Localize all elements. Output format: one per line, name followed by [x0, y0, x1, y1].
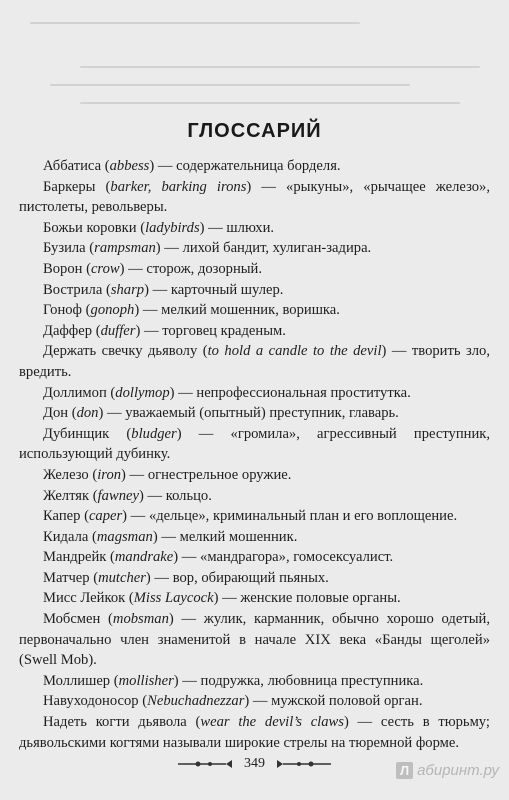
entry-definition: творить зло, вредить. — [19, 343, 490, 380]
entry-definition: сесть в тюрьму; дьявольскими когтями называли широкие стрелы на тюремной форме. — [19, 714, 490, 751]
page-title: ГЛОССАРИЙ — [187, 120, 322, 142]
entry-english: magsman — [96, 528, 153, 545]
entry-term: Железо — [43, 466, 89, 483]
entry-definition: мужской половой орган. — [271, 693, 423, 710]
entry-term: Гонoф — [43, 302, 83, 319]
entry-english: ladybirds — [145, 219, 200, 236]
entry-definition: сторож, дозорный. — [146, 260, 263, 277]
entry-english: sharp — [110, 281, 145, 298]
entry-definition: женские половые органы. — [240, 590, 401, 607]
entry-definition: уважаемый (опытный) преступник, главарь. — [125, 405, 399, 422]
entry-english: Miss Laycock — [133, 590, 214, 607]
glossary-entry: Желтяк (fawney) — кольцо. — [43, 487, 212, 504]
bleed-through-text — [20, 0, 489, 118]
entry-definition: подружка, любовница преступника. — [200, 672, 424, 689]
entry-english: mandrake — [114, 549, 174, 566]
glossary-entry: Дубинщик (bludger) — «громила», агрессивный преступник, использующий дубинку. — [19, 425, 490, 463]
glossary-entry: Мандрейк (mandrake) — «мандрагора», гомосексуалист. — [43, 549, 394, 566]
entry-english: mobsman — [112, 611, 169, 628]
entry-definition: торговец краденым. — [162, 322, 286, 339]
glossary-entry: Капер (caper) — «дельце», криминальный план и его воплощение. — [43, 508, 458, 525]
entry-english: mollisher — [118, 672, 174, 689]
watermark — [396, 762, 499, 779]
entry-english: dollymop — [115, 384, 170, 401]
entry-english: caper — [88, 508, 123, 525]
glossary-entry: Моллишер (mollisher) — подружка, любовница преступника. — [43, 672, 424, 689]
entry-term: Кидала — [43, 528, 89, 545]
entry-english: rampsman — [94, 240, 156, 257]
entry-definition: лихой бандит, хулиган-задира. — [182, 240, 372, 257]
entry-english: iron — [97, 466, 122, 483]
entry-term: Дон — [43, 405, 69, 422]
entry-definition: шлюхи. — [226, 219, 275, 236]
entry-definition: мелкий мошенник. — [179, 528, 298, 545]
glossary-entry: Ворон (crow) — сторож, дозорный. — [43, 260, 263, 277]
entry-term: Навуходоносор — [43, 693, 139, 710]
entry-english: wear the devil’s claws — [200, 714, 344, 731]
entry-definition: «мандрагора», гомосексуалист. — [200, 549, 394, 566]
entry-english: Nebuchadnezzar — [147, 693, 245, 710]
entry-term: Дубинщик — [43, 425, 110, 442]
entry-definition: жулик, карманник, обычно хорошо одетый, первоначально член знаменитой в начале XIX века «Банды щеголей» (Swell Mob). — [19, 611, 490, 669]
glossary-entry: Бузила (rampsman) — лихой бандит, хулиган-задира. — [43, 240, 372, 257]
entry-term: Мобсмен — [43, 611, 101, 628]
entry-definition: непрофессиональная проститутка. — [196, 384, 411, 401]
entry-term: Матчер — [43, 569, 90, 586]
ornament-left-icon — [176, 758, 236, 770]
glossary-entry: Навуходоносор (Nebuchadnezzar) — мужской половой орган. — [43, 693, 423, 710]
entry-term: Надеть когти дьявола — [43, 714, 187, 731]
labirint-logo-icon: Л — [396, 762, 413, 779]
glossary-entry: Железо (iron) — огнестрельное оружие. — [43, 466, 292, 483]
glossary-entry: Баркеры (barker, barking irons) — «рыкуны», «рычащее железо», пистолеты, револьверы. — [19, 178, 490, 216]
glossary-entry: Гонoф (gonoph) — мелкий мошенник, воришка. — [43, 302, 340, 319]
ornament-right-icon — [273, 758, 333, 770]
glossary-entry: Даффер (duffer) — торговец краденым. — [43, 322, 286, 339]
entry-english: don — [76, 405, 99, 422]
glossary-entry: Держать свечку дьяволу (to hold a candle to the devil) — творить зло, вредить. — [19, 343, 490, 380]
glossary-list — [19, 156, 490, 753]
entry-english: bludger — [131, 425, 177, 442]
entry-term: Моллишер — [43, 672, 111, 689]
entry-definition: мелкий мошенник, воришка. — [161, 302, 340, 319]
entry-term: Желтяк — [43, 487, 90, 504]
entry-definition: «рыкуны», «рычащее железо», пистолеты, револьверы. — [19, 178, 490, 216]
entry-definition: вор, обирающий пьяных. — [172, 569, 329, 586]
watermark-text: абиринт.ру — [417, 762, 499, 779]
glossary-entry: Надеть когти дьявола (wear the devil’s claws) — сесть в тюрьму; дьявольскими когтями называли широкие стрелы на тюремной форме. — [19, 714, 490, 751]
entry-term: Вострила — [43, 281, 103, 298]
entry-definition: кольцо. — [165, 487, 212, 504]
entry-definition: «дельце», криминальный план и его воплощение. — [148, 508, 458, 525]
entry-term: Божьи коровки — [43, 219, 137, 236]
entry-definition: «громила», агрессивный преступник, использующий дубинку. — [19, 425, 490, 463]
entry-term: Держать свечку дьяволу — [43, 343, 198, 360]
glossary-entry: Доллимоп (dollymop) — непрофессиональная проститутка. — [43, 384, 411, 401]
glossary-entry: Божьи коровки (ladybirds) — шлюхи. — [43, 219, 275, 236]
entry-term: Даффер — [43, 322, 93, 339]
glossary-entry: Мобсмен (mobsman) — жулик, карманник, обычно хорошо одетый, первоначально член знаменитой в начале XIX века «Банды щеголей» (Swell Mob). — [19, 611, 490, 669]
entry-term: Доллимоп — [43, 384, 107, 401]
glossary-entry: Вострила (sharp) — карточный шулер. — [43, 281, 284, 298]
entry-english: crow — [90, 260, 120, 277]
glossary-entry: Дон (don) — уважаемый (опытный) преступник, главарь. — [43, 405, 399, 422]
entry-english: gonoph — [90, 302, 135, 319]
entry-term: Аббатиса — [43, 158, 102, 174]
glossary-entry: Кидала (magsman) — мелкий мошенник. — [43, 528, 298, 545]
entry-english: barker, barking irons — [110, 178, 247, 195]
entry-definition: карточный шулер. — [170, 281, 284, 298]
page-number: 349 — [244, 756, 265, 771]
entry-english: mutcher — [98, 569, 146, 586]
entry-term: Мандрейк — [43, 549, 107, 566]
entry-english: duffer — [100, 322, 136, 339]
entry-term: Баркеры — [43, 178, 96, 195]
entry-definition: содержательница борделя. — [176, 158, 341, 174]
entry-term: Мисс Лейкок — [43, 590, 126, 607]
entry-english: abbess — [109, 158, 150, 174]
glossary-entry: Матчер (mutcher) — вор, обирающий пьяных. — [43, 569, 329, 586]
entry-term: Бузила — [43, 240, 86, 257]
entry-definition: огнестрельное оружие. — [147, 466, 292, 483]
entry-english: fawney — [97, 487, 139, 504]
glossary-entry: Аббатиса (abbess) — содержательница борделя. — [43, 158, 341, 174]
entry-term: Капер — [43, 508, 81, 525]
entry-english: to hold a candle to the devil — [207, 343, 382, 360]
entry-term: Ворон — [43, 260, 83, 277]
glossary-entry: Мисс Лейкок (Miss Laycock) — женские половые органы. — [43, 590, 401, 607]
